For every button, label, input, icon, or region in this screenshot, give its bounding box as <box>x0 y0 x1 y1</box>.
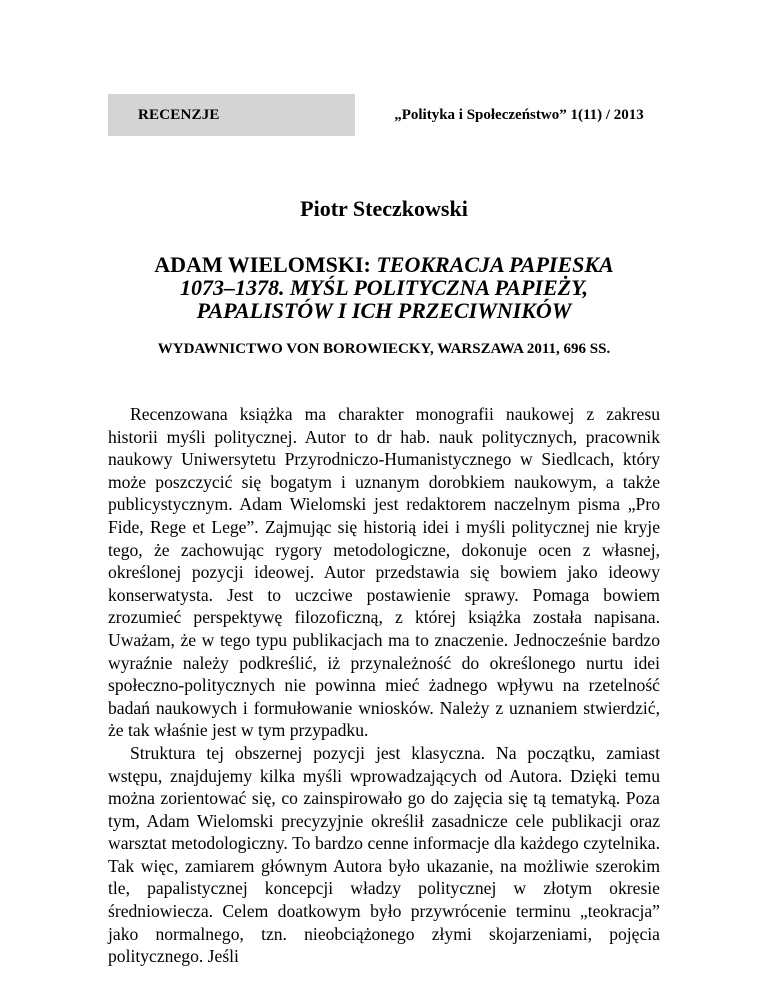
title-book-name: TEOKRACJA PAPIESKA <box>376 252 614 277</box>
body-paragraph: Recenzowana książka ma charakter monografii naukowej z zakresu historii myśli politycznej. Autor to dr hab. nauk politycznych, pracownik naukowy Uniwersytetu Przyrodniczo-Humanistycznego w Siedlcach, który może poszczycić się bogatym i uznanym dorobkiem naukowym, a także publicystycznym. Adam Wielomski jest redaktorem naczelnym pisma „Pro Fide, Rege et Lege”. Zajmując się historią idei i myśli politycznej nie kryje tego, że zachowując rygory metodologiczne, dokonuje ocen z własnej, określonej pozycji ideowej. Autor przedstawia się bowiem jako ideowy konserwatysta. Jest to uczciwe postawienie sprawy. Pomaga bowiem zrozumieć perspektywę filozoficzną, z której książka została napisana. Uważam, że w tego typu publikacjach ma to znaczenie. Jednocześnie bardzo wyraźnie należy podkreślić, iż przynależność do określonego nurtu idei społeczno-politycznych nie powinna mieć żadnego wpływu na rzetelność badań naukowych i formułowanie wniosków. Należy z uznaniem stwierdzić, że tak właśnie jest w tym przypadku. <box>108 404 660 741</box>
title-line-3: PAPALISTÓW I ICH PRZECIWNIKÓW <box>196 298 572 323</box>
review-author: Piotr Steczkowski <box>300 196 468 221</box>
title-line-2: 1073–1378. MYŚL POLITYCZNA PAPIEŻY, <box>179 275 589 300</box>
review-body <box>108 403 660 968</box>
journal-citation: „Polityka i Społeczeństwo” 1(11) / 2013 <box>394 107 644 123</box>
running-header <box>108 94 668 136</box>
section-label: RECENZJE <box>138 107 220 123</box>
title-book-author: ADAM WIELOMSKI: <box>154 252 377 277</box>
publisher-info: WYDAWNICTWO VON BOROWIECKY, WARSZAWA 2011, 696 SS. <box>157 341 611 357</box>
reviewed-book-title <box>60 253 708 322</box>
body-paragraph: Struktura tej obszernej pozycji jest klasyczna. Na początku, zamiast wstępu, znajdujemy kilka myśli wprowadzających od Autora. Dzięki temu można zorientować się, co zainspirowało go do zajęcia się tą tematyką. Poza tym, Adam Wielomski precyzyjnie określił zasadnicze cele publikacji oraz warsztat metodologiczny. To bardzo cenne informacje dla każdego czytelnika. Tak więc, zamiarem głównym Autora było ukazanie, na możliwie szerokim tle, papalistycznej koncepcji władzy politycznej w złotym okresie średniowiecza. Celem doatkowym było przywrócenie terminu „teokracja” jako normalnego, tzn. nieobciążonego złymi skojarzeniami, pojęcia politycznego. Jeśli <box>108 742 660 967</box>
title-line-1 <box>60 253 708 276</box>
